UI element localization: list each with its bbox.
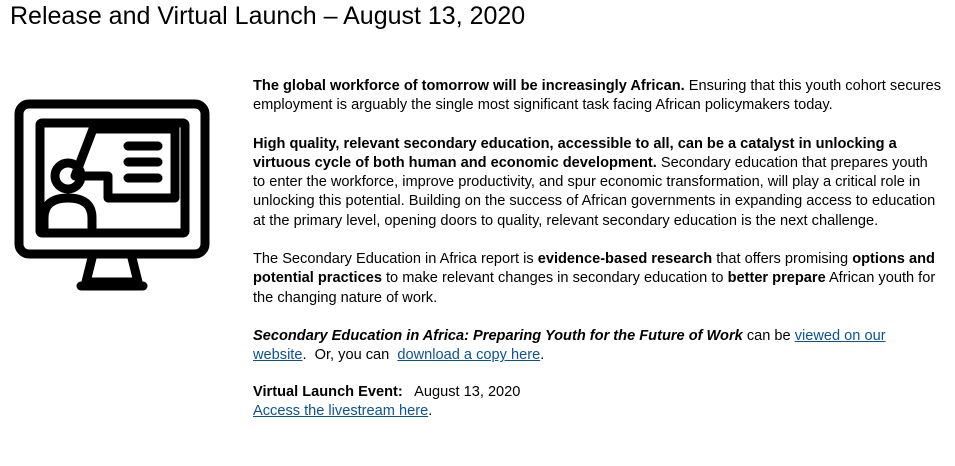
intro-bold: The global workforce of tomorrow will be increasingly African. <box>253 78 685 94</box>
computer-screen-presentation-person-icon <box>13 98 211 296</box>
links-text-2: . Or, you can <box>302 347 398 364</box>
article-body <box>253 77 943 440</box>
livestream-link[interactable]: Access the livestream here <box>253 402 429 419</box>
page-title: Release and Virtual Launch – August 13, 2020 <box>10 2 526 30</box>
report-text-3: to make relevant changes in secondary education to <box>381 270 728 287</box>
event-paragraph <box>253 383 943 422</box>
report-text-1: The Secondary Education in Africa report is <box>253 251 538 268</box>
intro-paragraph <box>253 77 943 116</box>
event-label: Virtual Launch Event: <box>253 383 403 400</box>
report-bold-2: options and potential practices <box>253 251 935 287</box>
report-bold-3: better prepare <box>727 270 826 287</box>
view-website-link[interactable]: viewed on our website <box>253 327 886 364</box>
report-text-4: African youth for the changing nature of work. <box>253 270 936 306</box>
report-text-2: that offers promising <box>712 251 853 268</box>
livestream-after: . <box>428 402 433 419</box>
links-text-3: . <box>540 347 545 364</box>
event-date: August 13, 2020 <box>402 383 521 400</box>
download-copy-link[interactable]: download a copy here <box>397 347 541 364</box>
report-bold-1: evidence-based research <box>537 251 713 268</box>
education-text: Secondary education that prepares youth to enter the workforce, improve productivity, and spur economic transformation, will play a critical role in unlocking this potential. Building on the success of African governments in expanding access to education at the primary level, opening doors to quality, relevant secondary education is the next challenge. <box>253 154 936 229</box>
links-text-1: can be <box>742 327 795 344</box>
education-paragraph <box>253 135 943 231</box>
education-bold: High quality, relevant secondary education, accessible to all, can be a catalyst in unlocking a virtuous cycle of both human and economic development. <box>253 135 897 171</box>
report-paragraph <box>253 250 943 308</box>
book-title: Secondary Education in Africa: Preparing Youth for the Future of Work <box>253 327 743 344</box>
intro-text: Ensuring that this youth cohort secures employment is arguably the single most significant task facing African policymakers today. <box>253 78 942 114</box>
links-paragraph <box>253 327 943 366</box>
